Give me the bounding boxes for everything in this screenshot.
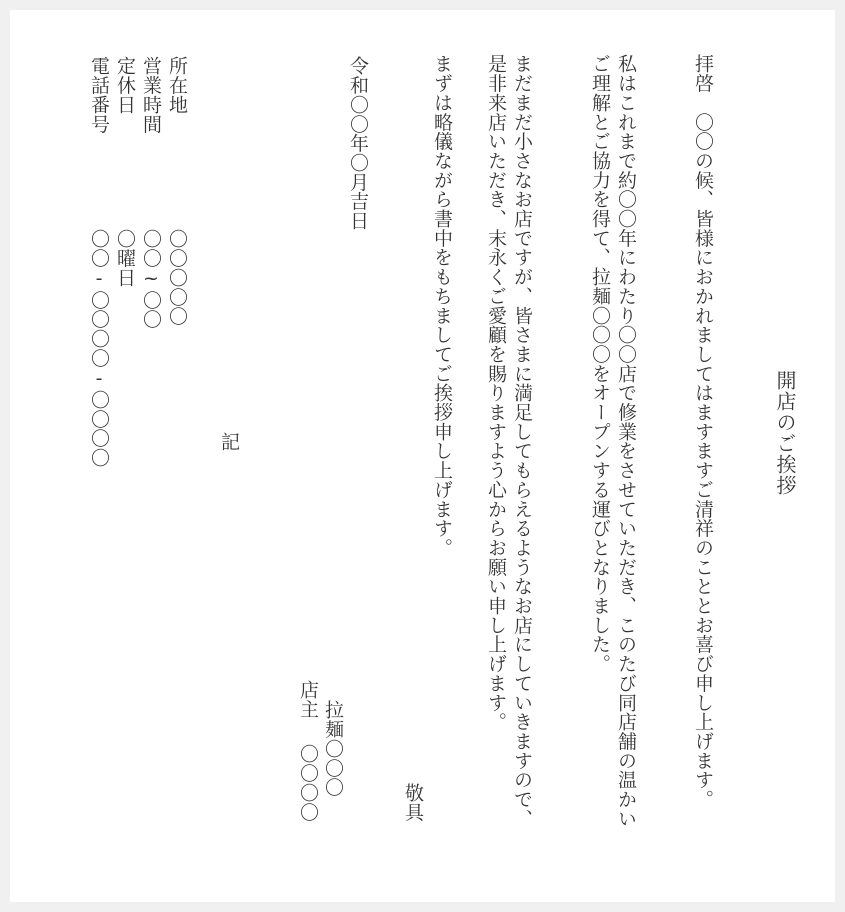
detail-label-hours: 営業時間 [140,56,162,134]
closing-paragraph: まずは略儀ながら書中をもちましてご挨拶申し上げます。 [431,54,453,558]
greeting-paragraph: 拝啓 〇〇の候、皆様におかれましてはますますご清祥のこととお喜び申し上げます。 [692,54,714,809]
request-paragraph: まだまだ小さなお店ですが、皆さまに満足してもらえるようなお店にしていきますので、 是非来店いただき、末永くご愛顧を賜りますよう心からお願い申し上げます。 [485,54,533,838]
letter-date: 令和〇〇年〇月吉日 [347,56,369,231]
detail-value-phone: 〇〇-〇〇〇〇-〇〇〇〇 [88,229,110,468]
owner-name: 〇〇〇〇 [297,744,319,822]
letter-title: 開店のご挨拶 [773,370,797,496]
closing-keigu: 敬具 [402,783,424,822]
detail-label-closed: 定休日 [114,56,136,115]
ki-marker: 記 [218,432,240,452]
letter-paper [10,10,835,902]
detail-label-address: 所在地 [166,56,188,115]
detail-label-phone: 電話番号 [88,56,110,134]
owner-label: 店主 [297,680,319,719]
detail-value-address: 〇〇〇〇〇 [166,229,188,326]
detail-value-closed: 〇曜日 [114,229,136,288]
detail-value-hours: 〇〇~〇〇 [140,229,162,329]
shop-name: 拉麺〇〇〇 [322,700,344,797]
history-paragraph: 私はこれまで約〇〇年にわたり〇〇店で修業をさせていただき、このたび同店舗の温かいご理解とご協力を得て、拉麺〇〇〇をオープンする運びとなりました。 [589,54,637,828]
